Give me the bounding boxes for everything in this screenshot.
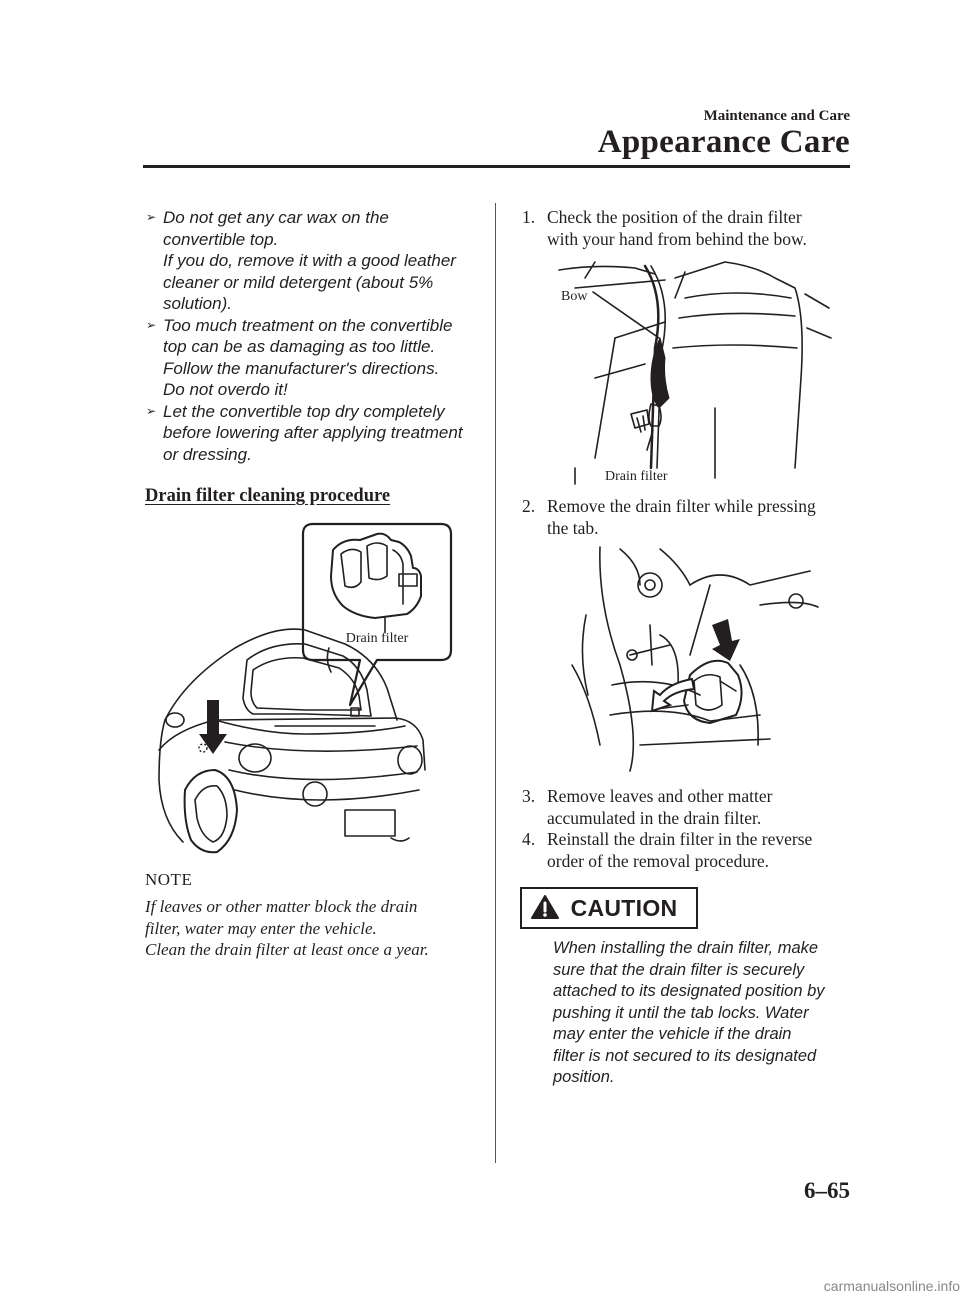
column-divider [495, 203, 496, 1163]
note-label: NOTE [145, 870, 193, 889]
step-item: 1. Check the position of the drain filter with your hand from behind the bow. [522, 207, 807, 249]
arrow-bullet-icon: ➢ [146, 317, 157, 332]
precaution-item: ➢ Do not get any car wax on the convertible top. If you do, remove it with a good leather cleaner or mild detergent (about 5% solution). [146, 208, 456, 313]
page-number: 6–65 [804, 1178, 850, 1203]
warning-triangle-icon [530, 894, 560, 920]
precaution-item: ➢ Let the convertible top dry completely before lowering after applying treatment or dressing. [146, 401, 463, 464]
caution-body: When installing the drain filter, make sure that the drain filter is securely attached to its designated position by pushing it until the tab locks. Water may enter the vehicle if the drain filter is not secured to its designated position. [553, 939, 825, 1086]
step-list-3 [522, 786, 862, 872]
header-chapter-title: Appearance Care [597, 124, 850, 160]
header-section: Maintenance and Care [703, 108, 850, 124]
figure-label-drain-filter-seat: Drain filter [605, 469, 668, 484]
seat-bow-illustration [555, 258, 835, 488]
step-list-2 [522, 496, 862, 539]
step-item: 2. Remove the drain filter while pressing the tab. [522, 496, 816, 538]
figure-label-drain-filter: Drain filter [345, 631, 409, 646]
caution-title: CAUTION [570, 894, 678, 921]
car-rear-illustration [155, 520, 455, 855]
figure-label-bow: Bow [561, 289, 588, 304]
step-list-1 [522, 207, 862, 250]
header-rule [143, 165, 850, 168]
step-item: 4. Reinstall the drain filter in the reverse order of the removal procedure. [522, 829, 813, 871]
step-item: 3. Remove leaves and other matter accumulated in the drain filter. [522, 786, 773, 828]
arrow-bullet-icon: ➢ [146, 403, 157, 418]
site-watermark: carmanualsonline.info [823, 1278, 960, 1294]
drain-filter-removal-illustration [560, 545, 820, 773]
precaution-list [143, 207, 488, 465]
precaution-item: ➢ Too much treatment on the convertible top can be as damaging as too little. Follow the manufacturer's directions. Do not overdo it! [146, 315, 453, 399]
caution-box [520, 887, 698, 929]
note-body: If leaves or other matter block the drain filter, water may enter the vehicle. Clean the drain filter at least once a year. [145, 897, 429, 959]
section-title: Drain filter cleaning procedure [145, 486, 391, 506]
arrow-bullet-icon: ➢ [146, 210, 157, 224]
